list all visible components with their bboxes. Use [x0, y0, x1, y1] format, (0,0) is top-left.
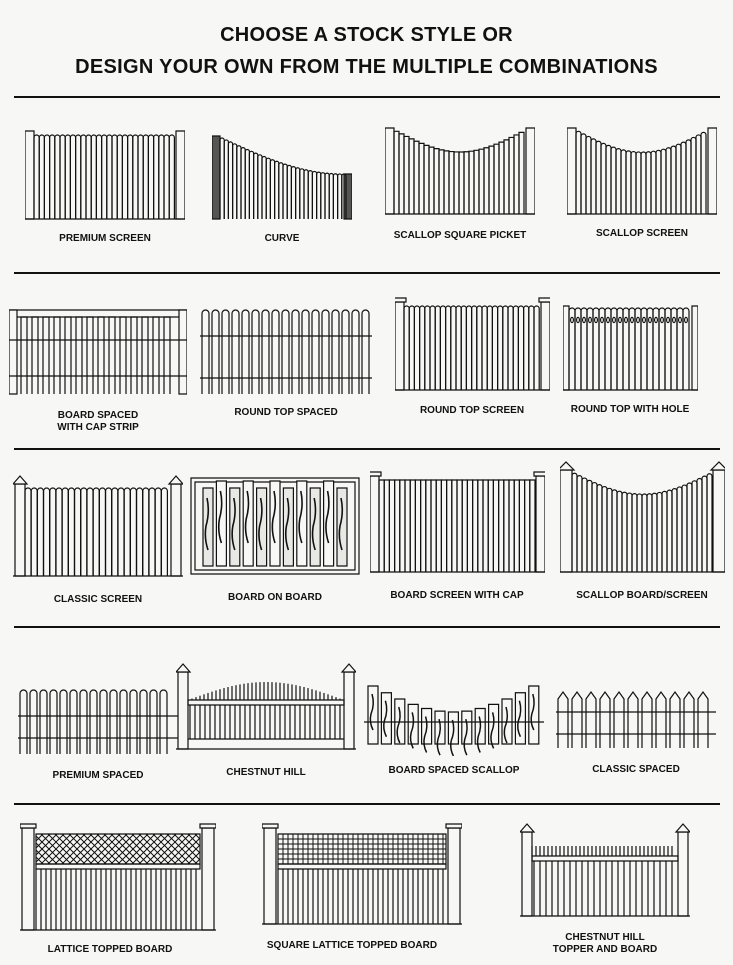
page-title-line-1: CHOOSE A STOCK STYLE OR [220, 24, 513, 46]
fence-style-board-spaced-with-cap-strip[interactable] [8, 300, 188, 435]
fence-style-board-spaced-scallop[interactable] [364, 678, 544, 783]
fence-style-scallop-screen[interactable] [552, 120, 732, 255]
fence-style-board-screen-with-cap[interactable] [367, 470, 547, 605]
fence-style-label: SCALLOP BOARD/SCREEN [576, 590, 708, 601]
fence-style-classic-screen[interactable] [8, 470, 188, 610]
divider [14, 272, 720, 274]
fence-style-scallop-square-picket[interactable] [370, 120, 550, 255]
fence-style-label: SQUARE LATTICE TOPPED BOARD [266, 940, 438, 951]
round-top-spaced-fence-illustration [200, 300, 372, 400]
fence-style-label: CHESTNUT HILL TOPPER AND BOARD [552, 932, 658, 955]
chestnut-hill-topper-fence-illustration [520, 822, 690, 922]
fence-style-label: BOARD SPACED WITH CAP STRIP [57, 410, 139, 433]
classic-screen-fence-illustration [13, 470, 183, 582]
fence-style-label: SCALLOP SQUARE PICKET [393, 230, 527, 241]
fence-style-round-top-spaced[interactable] [196, 300, 376, 425]
divider [14, 626, 720, 628]
fence-style-label: ROUND TOP WITH HOLE [570, 404, 690, 415]
board-screen-with-cap-fence-illustration [370, 470, 545, 578]
board-spaced-cap-strip-fence-illustration [9, 300, 187, 400]
fence-style-square-lattice-topped-board[interactable] [262, 818, 442, 956]
fence-style-lattice-topped-board[interactable] [20, 818, 200, 960]
scallop-screen-fence-illustration [567, 120, 717, 220]
fence-style-round-top-screen[interactable] [382, 296, 562, 421]
fence-style-label: CLASSIC SPACED [592, 764, 680, 775]
scallop-square-picket-fence-illustration [385, 120, 535, 220]
premium-screen-fence-illustration [25, 125, 185, 225]
fence-style-label: SCALLOP SCREEN [595, 228, 689, 239]
board-on-board-fence-illustration [189, 474, 361, 580]
round-top-with-hole-fence-illustration [563, 298, 698, 396]
fence-style-premium-screen[interactable] [15, 125, 195, 255]
fence-style-label: BOARD SCREEN WITH CAP [390, 590, 524, 601]
round-top-screen-fence-illustration [395, 296, 550, 396]
fence-style-chestnut-hill[interactable] [176, 660, 356, 785]
fence-style-label: LATTICE TOPPED BOARD [47, 944, 173, 955]
fence-style-label: ROUND TOP SCREEN [419, 405, 525, 416]
fence-style-label: PREMIUM SPACED [52, 770, 144, 781]
fence-style-board-on-board[interactable] [185, 474, 365, 606]
classic-spaced-fence-illustration [556, 676, 716, 754]
fence-style-label: CURVE [264, 233, 300, 244]
divider [14, 96, 720, 98]
fence-style-label: CHESTNUT HILL [226, 767, 306, 778]
fence-style-label: BOARD ON BOARD [228, 592, 322, 603]
lattice-topped-board-fence-illustration [20, 818, 216, 936]
fence-style-round-top-with-hole[interactable] [540, 298, 720, 423]
fence-style-premium-spaced[interactable] [8, 680, 188, 788]
fence-style-curve[interactable] [192, 130, 372, 255]
fence-style-classic-spaced[interactable] [546, 676, 726, 784]
divider [14, 803, 720, 805]
fence-style-label: CLASSIC SCREEN [53, 594, 143, 605]
board-spaced-scallop-fence-illustration [364, 678, 544, 756]
premium-spaced-fence-illustration [18, 680, 178, 760]
fence-style-label: BOARD SPACED SCALLOP [388, 765, 520, 776]
square-lattice-topped-board-fence-illustration [262, 818, 462, 930]
fence-style-scallop-board-screen[interactable] [552, 460, 732, 605]
fence-style-label: ROUND TOP SPACED [234, 407, 338, 418]
scallop-board-screen-fence-illustration [560, 460, 725, 578]
page-title-line-2: DESIGN YOUR OWN FROM THE MULTIPLE COMBINATIONS [75, 56, 658, 78]
divider [14, 448, 720, 450]
chestnut-hill-fence-illustration [176, 660, 356, 755]
fence-style-chestnut-hill-topper-and-board[interactable] [515, 822, 695, 960]
curve-fence-illustration [212, 130, 352, 225]
fence-style-label: PREMIUM SCREEN [59, 233, 151, 244]
